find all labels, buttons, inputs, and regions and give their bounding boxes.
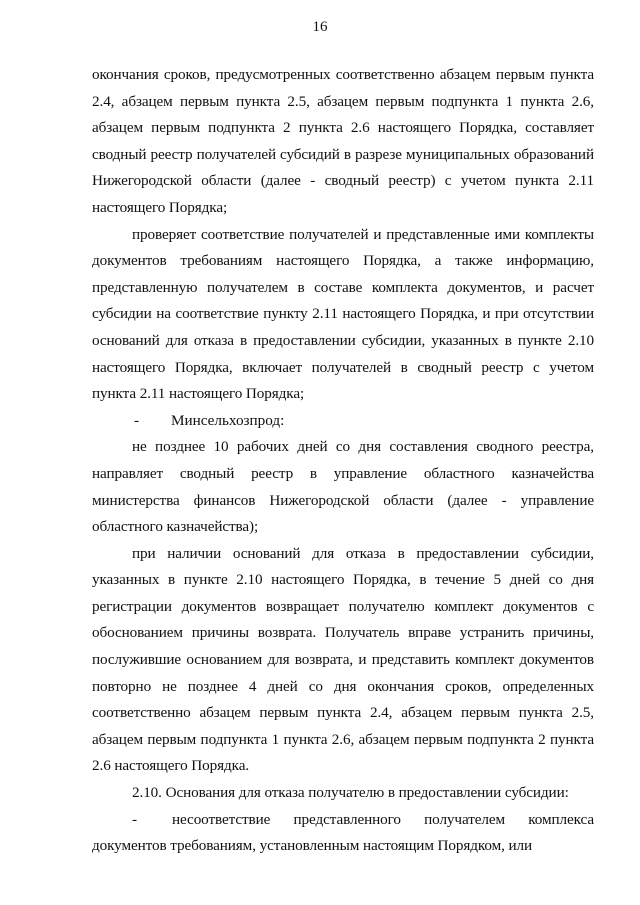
page-number: 16 (312, 19, 328, 35)
paragraph-send-registry: не позднее 10 рабочих дней со дня составления сводного реестра, направляет сводный реестр в управление областного казначейства министерства финансов Нижегородской области (далее - управление областного казначейства); (92, 438, 594, 536)
list-item-noncompliance (92, 807, 594, 860)
paragraph-verification: проверяет соответствие получателей и представленные ими комплекты документов требованиям настоящего Порядка, а также информацию, представленную получателем в составе комплекта документов, и расчет субсидии на соответствие пункту 2.11 настоящего Порядка, и при отсутствии оснований для отказа в предоставлении субсидии, указанных в пункте 2.10 настоящего Порядка, включает получателей в сводный реестр с учетом пункта 2.11 настоящего Порядка; (92, 225, 594, 403)
list-item-text: несоответствие представленного получателем комплекса документов требованиям, установленным настоящим Порядком, или (92, 810, 594, 855)
list-item-label: Минсельхозпрод: (171, 411, 285, 429)
paragraph-section-2-10: 2.10. Основания для отказа получателю в предоставлении субсидии: (132, 784, 569, 802)
paragraph-refusal-return: при наличии оснований для отказа в предоставлении субсидии, указанных в пункте 2.10 настоящего Порядка, в течение 5 дней со дня регистрации документов возвращает получателю комплект документов с обоснованием причины возврата. Получатель вправе устранить причины, послужившие основанием для возврата, и представить комплект документов повторно не позднее 4 дней со дня окончания сроков, определенных соответственно абзацем первым пункта 2.4, абзацем первым пункта 2.5, абзацем первым подпункта 1 пункта 2.6, абзацем первым подпункта 2 пункта 2.6 настоящего Порядка. (92, 544, 594, 775)
paragraph-summary-registry: окончания сроков, предусмотренных соответственно абзацем первым пункта 2.4, абзацем первым пункта 2.5, абзацем первым подпункта 1 пункта 2.6, абзацем первым подпункта 2 пункта 2.6 настоящего Порядка, составляет сводный реестр получателей субсидий в разрезе муниципальных образований Нижегородской области (далее - сводный реестр) с учетом пункта 2.11 настоящего Порядка; (92, 66, 594, 216)
list-item-minselkhozprod (92, 408, 594, 435)
dash-marker: - (132, 810, 137, 828)
dash-marker: - (134, 411, 140, 429)
document-body (92, 62, 594, 860)
